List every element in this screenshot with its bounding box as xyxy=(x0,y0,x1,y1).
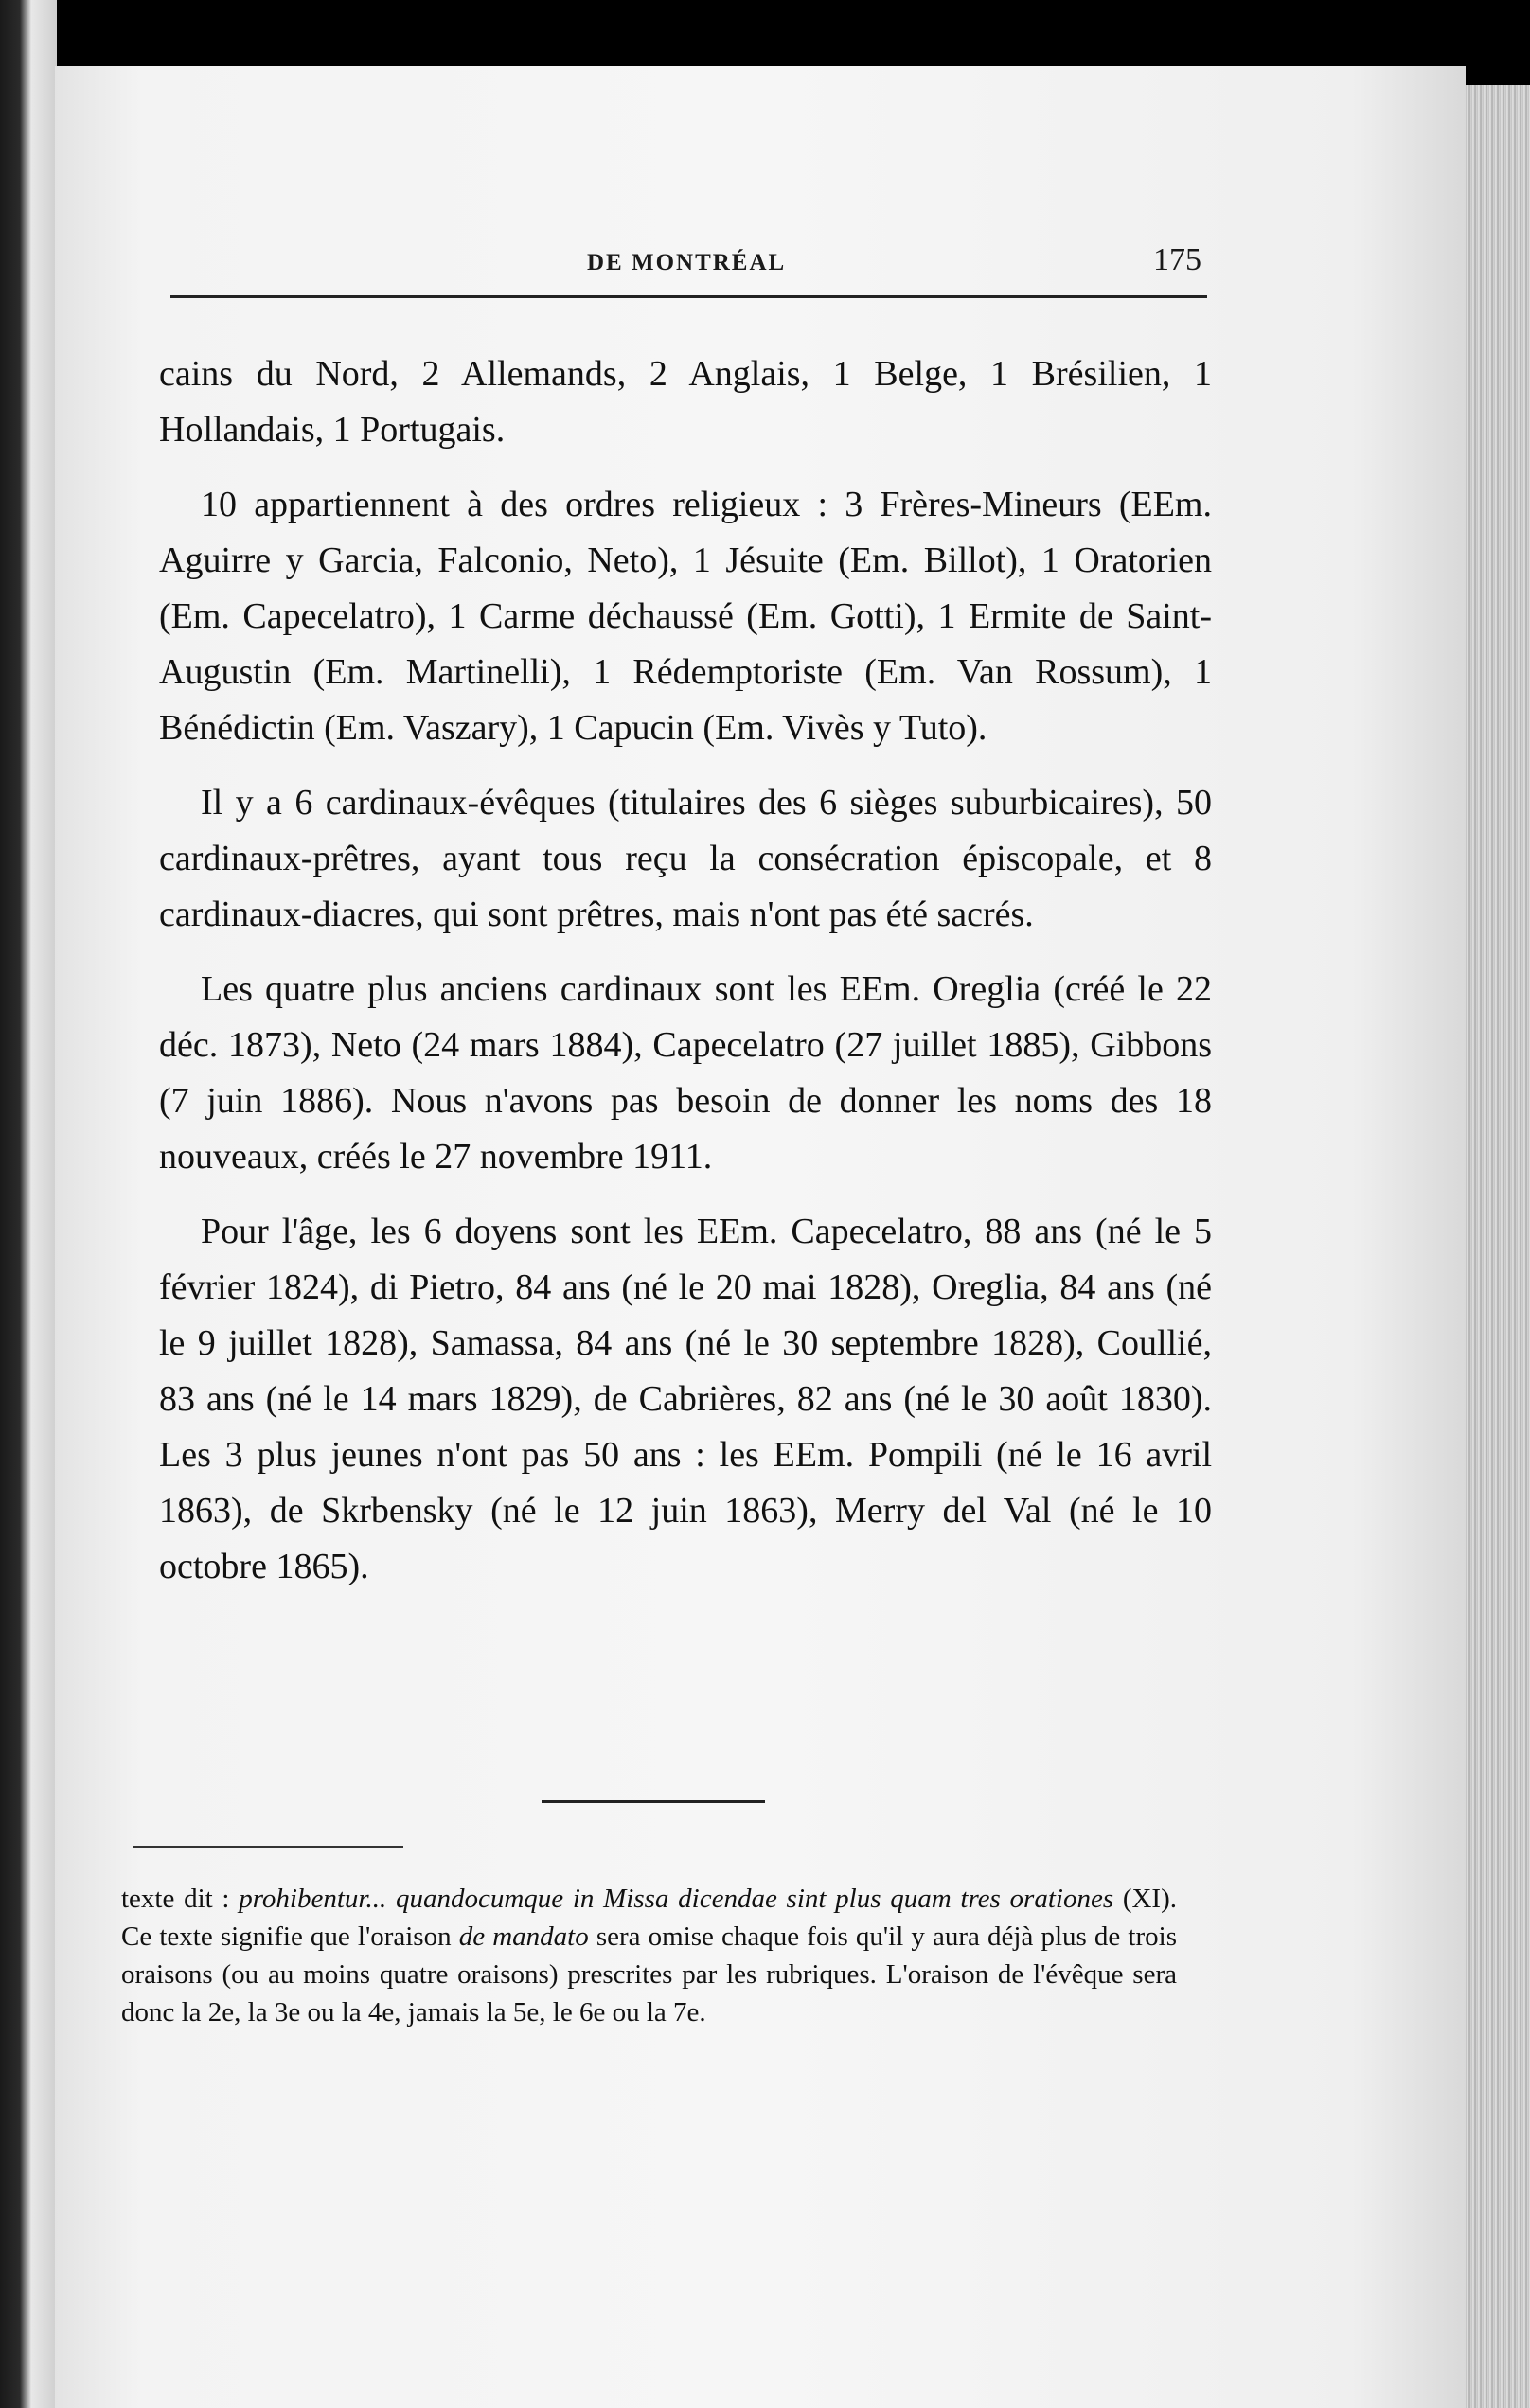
paragraph-oldest-cardinals: Les quatre plus anciens cardinaux sont les EEm. Oreglia (créé le 22 déc. 1873), Neto (24 mars 1884), Capecelatro (27 juillet 1885), Gibbons (7 juin 1886). Nous n'avons pas besoin de donner les noms des 18 nouveaux, créés le 27 novembre 1911. xyxy=(159,969,1212,1177)
footnote-lead: texte dit : xyxy=(121,1884,240,1914)
page-edges xyxy=(1466,85,1530,2408)
footnote-rule xyxy=(133,1846,403,1848)
footnote-latin-quote: prohibentur... quandocumque in Missa dicendae sint plus quam tres orationes xyxy=(239,1884,1114,1914)
paragraph-continuation: cains du Nord, 2 Allemands, 2 Anglais, 1 Belge, 1 Brésilien, 1 Hollandais, 1 Portugais. xyxy=(159,354,1212,450)
running-head: DE MONTRÉAL xyxy=(587,250,787,275)
body-text xyxy=(159,346,1212,1614)
footnote-rest: sera omise chaque fois qu'il y aura déjà plus de trois oraisons (ou au moins quatre oraisons) prescrites par les rubriques. L'oraison de l'évêque sera donc la 2e, la 3e ou la 4e, jamais la 5e, le 6e ou la 7e. xyxy=(121,1921,1177,2027)
paragraph-cardinal-ranks: Il y a 6 cardinaux-évêques (titulaires des 6 sièges suburbicaires), 50 cardinaux-prêtres, ayant tous reçu la consécration épiscopale, et 8 cardinaux-diacres, qui sont prêtres, mais n'ont pas été sacrés. xyxy=(159,783,1212,934)
footnote-text xyxy=(121,1880,1177,2031)
paragraph-religious-orders: 10 appartiennent à des ordres religieux : 3 Frères-Mineurs (EEm. Aguirre y Garcia, Falconio, Neto), 1 Jésuite (Em. Billot), 1 Oratorien (Em. Capecelatro), 1 Carme déchaussé (Em. Gotti), 1 Ermite de Saint-Augustin (Em. Martinelli), 1 Rédemptoriste (Em. Van Rossum), 1 Bénédictin (Em. Vaszary), 1 Capucin (Em. Vivès y Tuto). xyxy=(159,485,1212,748)
binding-shadow xyxy=(0,0,57,2408)
page-number: 175 xyxy=(1153,242,1201,277)
footnote xyxy=(121,1880,1177,2031)
paragraph-ages: Pour l'âge, les 6 doyens sont les EEm. Capecelatro, 88 ans (né le 5 février 1824), di Pietro, 84 ans (né le 20 mai 1828), Oreglia, 84 ans (né le 9 juillet 1828), Samassa, 84 ans (né le 30 septembre 1828), Coullié, 83 ans (né le 14 mars 1829), de Cabrières, 82 ans (né le 30 août 1830). Les 3 plus jeunes n'ont pas 50 ans : les EEm. Pompili (né le 16 avril 1863), de Skrbensky (né le 12 juin 1863), Merry del Val (né le 10 octobre 1865). xyxy=(159,1212,1212,1586)
footnote-ref: (XI). Ce texte signifie que l'oraison xyxy=(121,1884,1177,1952)
page-header xyxy=(170,242,1207,290)
footnote-term: de mandato xyxy=(458,1921,589,1952)
header-rule xyxy=(170,295,1207,298)
section-divider xyxy=(542,1800,765,1803)
